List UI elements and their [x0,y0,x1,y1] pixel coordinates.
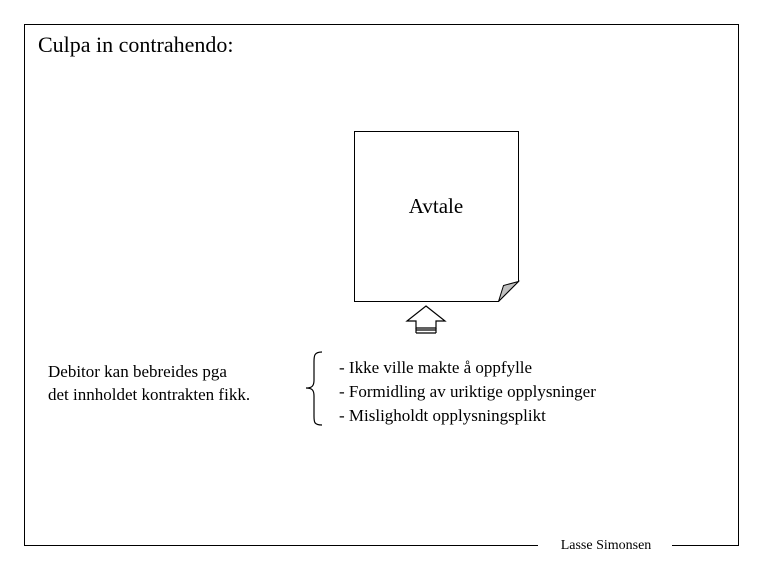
footer-author: Lasse Simonsen [560,538,652,553]
reason-item: - Formidling av uriktige opplysninger [339,382,596,401]
debtor-statement-line-2: det innholdet kontrakten fikk. [48,385,251,404]
agreement-label: Avtale [408,194,464,218]
up-arrow-icon [407,306,445,333]
reasons-list [339,356,596,428]
debtor-statement-line-1: Debitor kan bebreides pga [48,362,227,381]
reason-item: - Misligholdt opplysningsplikt [339,406,546,425]
reason-item: - Ikke ville makte å oppfylle [339,358,533,377]
left-curly-brace-icon [306,352,322,425]
debtor-statement [48,360,250,406]
slide-title: Culpa in contrahendo: [38,32,234,57]
